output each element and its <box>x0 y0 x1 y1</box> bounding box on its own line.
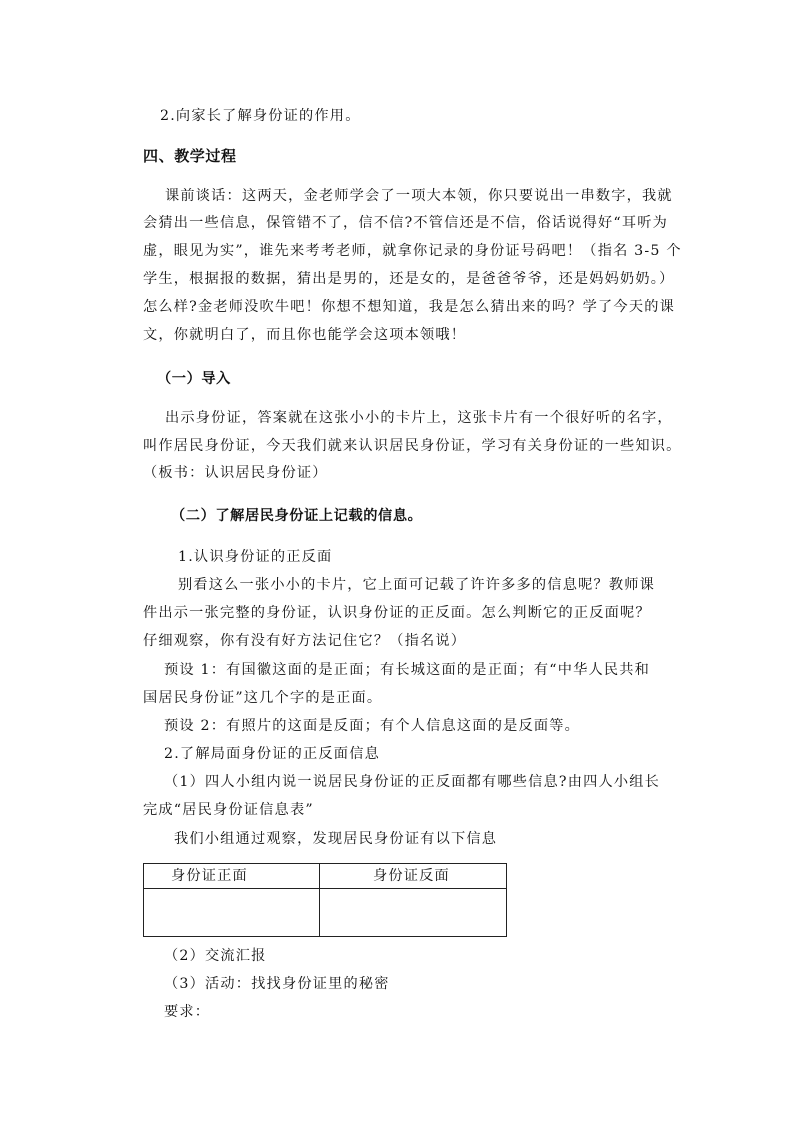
id-info-table <box>143 863 507 937</box>
table-header-back: 身份证反面 <box>373 868 450 884</box>
table-column-divider <box>319 864 320 936</box>
preset-1-line-1: 预设 1：有国徽这面的是正面；有长城这面的是正面；有“中华人民共和 <box>164 662 651 678</box>
section-intro-heading: （一）导入 <box>157 371 231 387</box>
item-2: 2.向家长了解身份证的作用。 <box>160 108 361 124</box>
sub-1-line-1: 别看这么一张小小的卡片，它上面可记载了许许多多的信息呢？教师课 <box>178 577 656 593</box>
step-2: （2）交流汇报 <box>164 948 267 964</box>
requirement-label: 要求： <box>164 1004 211 1020</box>
sub-1-line-3: 仔细观察，你有没有好方法记住它？（指名说） <box>143 633 467 649</box>
heading-teaching-process: 四、教学过程 <box>143 147 237 165</box>
sub-2-heading: 2.了解局面身份证的正反面信息 <box>164 746 380 762</box>
sub-1-heading: 1.认识身份证的正反面 <box>178 549 333 565</box>
section-info-heading: （二）了解居民身份证上记载的信息。 <box>171 508 423 524</box>
intro-line-3: （板书：认识居民身份证） <box>143 465 328 481</box>
preset-2: 预设 2：有照片的这面是反面；有个人信息这面的是反面等。 <box>164 718 581 734</box>
observe-line: 我们小组通过观察，发现居民身份证有以下信息 <box>174 831 498 847</box>
step-3: （3）活动：找找身份证里的秘密 <box>164 976 390 992</box>
intro-line-2: 叫作居民身份证，今天我们就来认识居民身份证，学习有关身份证的一些知识。 <box>143 438 682 454</box>
preclass-line-4: 学生，根据报的数据，猜出是男的，还是女的，是爸爸爷爷，还是妈妈奶奶。） <box>143 271 675 287</box>
sub-1-line-2: 件出示一张完整的身份证，认识身份证的正反面。怎么判断它的正反面呢？ <box>143 605 651 621</box>
intro-line-1: 出示身份证，答案就在这张小小的卡片上，这张卡片有一个很好听的名字， <box>165 410 673 426</box>
preclass-line-2: 会猜出一些信息，保管错不了，信不信?不管信还是不信，俗话说得好“耳听为 <box>143 215 669 231</box>
preclass-line-1: 课前谈话：这两天，金老师学会了一项大本领，你只要说出一串数字，我就 <box>165 188 673 204</box>
step-1-line-1: （1）四人小组内说一说居民身份证的正反面都有哪些信息?由四人小组长 <box>164 774 661 790</box>
table-header-front: 身份证正面 <box>171 868 248 884</box>
step-1-line-2: 完成“居民身份证信息表” <box>143 802 314 818</box>
preset-1-line-2: 国居民身份证”这几个字的是正面。 <box>143 690 383 706</box>
table-row-divider <box>144 888 506 889</box>
preclass-line-3: 虚，眼见为实”，谁先来考考老师，就拿你记录的身份证号码吧！（指名 3-5 个 <box>143 243 682 259</box>
preclass-line-6: 文，你就明白了，而且你也能学会这项本领哦！ <box>143 327 467 343</box>
preclass-line-5: 怎么样?金老师没吹牛吧！你想不想知道，我是怎么猜出来的吗？学了今天的课 <box>143 299 675 315</box>
